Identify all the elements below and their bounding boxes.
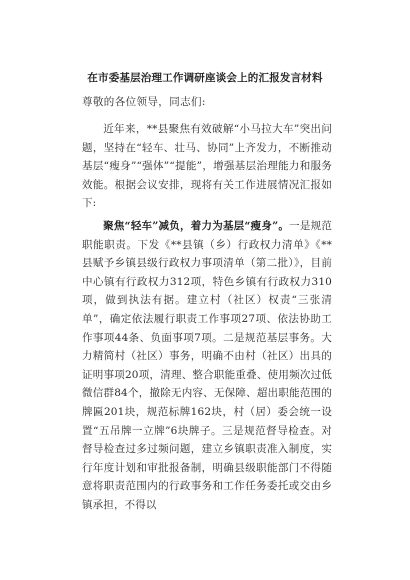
paragraph-intro (82, 120, 332, 213)
document-body (82, 120, 332, 518)
section-heading: 聚焦“轻车”减负，着力为基层“瘦身”。 (103, 219, 290, 232)
paragraph-text: 近年来，**县聚焦有效破解“小马拉大车”突出问题，坚持在“轻车、壮马、协同”上齐发力，不断推动基层“瘦身”“强体”“提能”，增强基层治理能力和服务效能。根据会议安排，现将有关工作进展情况汇报如下: (82, 123, 332, 210)
document-title: 在市委基层治理工作调研座谈会上的汇报发言材料 (87, 72, 323, 84)
paragraph-section-1 (82, 217, 332, 515)
paragraph-text: 一是规范职能职责。下发《**县镇（乡）行政权力清单》《**县赋予乡镇县级行政权力事项清单（第二批）》，目前中心镇有行政权力312项，特色乡镇有行政权力310项，做到执法有据。建立村（社区）权责“三张清单”，确定依法履行职责工作事项27项、依法协助工作事项44条、负面事项7项。二是规范基层事务。大力精简村（社区）事务，明确不由村（社区）出具的证明事项20项，清理、整合职能重叠、使用频次过低微信群84个，撤除无内容、无保障、超出职能范围的牌匾201块，规范标牌162块，村（居）委会统一设置“五吊牌一立牌”6块牌子。三是规范督导检查。对督导检查过多过频问题，建立乡镇职责准入制度，实行年度计划和审批报备制，明确县级职能部门不得随意将职责范围内的行政事务和工作任务委托或交由乡镇承担，不得以 (82, 219, 332, 511)
salutation: 尊敬的各位领导，同志们: (82, 96, 206, 108)
